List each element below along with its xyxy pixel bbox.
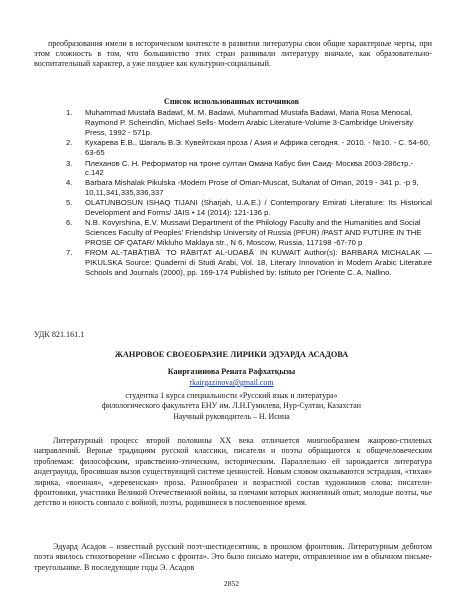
reference-number: 7. [66,247,73,257]
references-list [66,108,432,277]
body-paragraph-1: Литературный процесс второй половины XX века отличается многообразием жанрово-стилевых направлений. Верные традициям русской классики, писатели и поэты обращаются к общечеловеческим проблемам: философским, нравственно-этическим, историческим. Параллельно ей зарождается литература андеграунда, бросившая вызов существующей системе ценностей. Новым словом оказываются эстрадная, «тихая» лирика, «военная», «деревенская» проза. Разнообразен и возрастной состав художников слова: писатели-фронтовики, участники Великой Отечественной войны, за плечами которых жизненный опыт, молодые поэты, чье детство и юность совпало с войной, поэты, родившиеся в послевоенное время. [34,436,432,508]
references-title: Список использованных источников [164,97,299,106]
page-number: 2852 [223,579,240,588]
reference-item [66,248,432,278]
reference-text: N.B. Kovyrshina, E.V. Mussawi Department of the Philology Faculty and the Humanities and Social Sciences Faculty of Peoples' Friendship University of Russia (PFUR) /PAST AND FUTURE IN THE PROSE OF QATAR/ Mikluho Maklaya str., N 6, Moscow, Russia, 117198 -67-70 р [85,217,422,247]
author-email-link[interactable]: rkairgazinova@gmail.com [189,378,274,387]
reference-text: Плеханов С. Н. Реформатор на троне султан Омана Кабус бин Саид- Москва 2003-286стр.- с.142 [85,158,414,178]
reference-text: Кухарева Е.В., Шагаль В.Э. Кувейтская проза / Азия и Африка сегодня. - 2010. - №10. - С. 54-60, 63-65 [85,137,431,157]
reference-item [66,108,432,138]
reference-text: OLATUNBOSUN ISHAQ TIJANI (Sharjah, U.A.E.) / Contemporary Emirati Literature: Its Historical Development and Forms/ JAIS • 14 (2014): 121-136 р. [85,198,432,218]
reference-item [66,218,432,248]
article-title: ЖАНРОВОЕ СВОЕОБРАЗИЕ ЛИРИКИ ЭДУАРДА АСАДОВА [114,350,349,359]
body-paragraph-2: Эдуард Асадов – известный русский поэт-шестидесятник, в прошлом фронтовик. Литературным дебютом поэта явилось стихотворение «Письмо с фронта». Это было письмо матери, отправленное им в обычном письме-треугольнике. В последующие годы Э. Асадов [34,542,432,572]
reference-number: 3. [66,158,73,168]
reference-number: 2. [66,137,73,147]
reference-number: 6. [66,217,73,227]
reference-number: 5. [66,198,73,208]
supervisor-line: Научный руководитель – Н. Исина [173,412,290,421]
reference-text: FROM AL-ṬABĀṬIBĀʾ TO RĀBIṬAT AL-UDABĀʾ IN KUWAIT Author(s): BARBARA MICHALAK — PIKULSKA Source: Quaderni di Studi Arabi, Vol. 18, Literary Innovation in Modern Arabic Literature Schools and Journals (2000), pp. 169-174 Published by: Istituto per l'Oriente C. A. Nallino. [85,247,432,277]
reference-item [66,159,432,179]
reference-number: 1. [66,108,73,117]
intro-paragraph: преобразования имели в историческом контексте в развитии литературы свои общие характерные черты, при этом сложность в том, что большинство этих стран развивали литературу вначале, как образовательно-воспитательный характер, а уже позднее как культурно-социальный. [34,39,432,69]
reference-item [66,138,432,158]
reference-text: Muhammad Mustafā Badawī, M. M. Badawi, Muhammad Mustafa Badawi, Maria Rosa Menocal, Raymond P. Scheindlin, Michael Sells- Modern Arabic Literature-Volume 3-Cambridge University Press, 1992 - 571р. [85,108,414,137]
author-name: Каиргазинова Рената Рафхатқызы [167,367,296,376]
reference-number: 4. [66,178,73,188]
author-affiliation-line-2: филологического факультета ЕНУ им. Л.Н.Гумилева, Нур-Султан, Казахстан [102,401,361,410]
author-affiliation-line-1: студентка 1 курса специальности «Русский язык и литература» [125,391,338,400]
udk-code: УДК 821.161.1 [34,330,85,339]
reference-text: Barbara Mishalak Pikulska -Modern Prose of Oman-Muscat, Sultanat of Oman, 2019 - 341 р. -р 9, 10,11,341,335,336,337 [85,178,419,198]
reference-item [66,178,432,198]
reference-item [66,198,432,218]
